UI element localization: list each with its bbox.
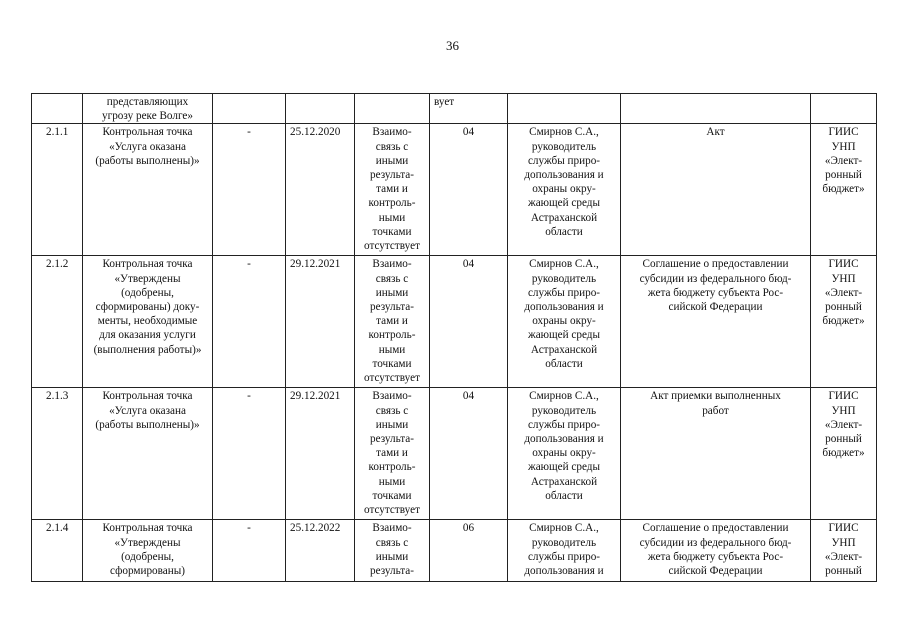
cell-name: Контрольная точка «Утверждены (одобрены, сформированы) доку- менты, необходимые для оказания услуги (выполнения работы)»	[83, 256, 213, 388]
cell-relation: Взаимо- связь с иными результа- тами и контроль- ными точками отсутствует	[355, 256, 430, 388]
cell-system: ГИИС УНП «Элект- ронный бюджет»	[811, 388, 877, 520]
cell-dash: -	[213, 124, 286, 256]
cell-document: Акт	[621, 124, 811, 256]
cell-document: Акт приемки выполненных работ	[621, 388, 811, 520]
cell-dash: -	[213, 520, 286, 582]
cell-num: 2.1.4	[32, 520, 83, 582]
cell-dash: -	[213, 388, 286, 520]
cell-document: Соглашение о предоставлении субсидии из федерального бюд- жета бюджету субъекта Рос- сийской Федерации	[621, 520, 811, 582]
cell-date	[286, 94, 355, 124]
cell-relation: Взаимо- связь с иными результа-	[355, 520, 430, 582]
page-number: 36	[446, 38, 459, 53]
cell-responsible	[508, 94, 621, 124]
cell-system: ГИИС УНП «Элект- ронный бюджет»	[811, 124, 877, 256]
cell-system: ГИИС УНП «Элект- ронный бюджет»	[811, 256, 877, 388]
cell-document: Соглашение о предоставлении субсидии из федерального бюд- жета бюджету субъекта Рос- сийской Федерации	[621, 256, 811, 388]
table-row	[32, 124, 877, 256]
cell-code: 04	[430, 388, 508, 520]
cell-dash	[213, 94, 286, 124]
cell-date: 25.12.2020	[286, 124, 355, 256]
continuation-row	[32, 94, 877, 124]
cell-code: 04	[430, 256, 508, 388]
cell-relation: Взаимо- связь с иными результа- тами и контроль- ными точками отсутствует	[355, 388, 430, 520]
cell-name: Контрольная точка «Услуга оказана (работы выполнены)»	[83, 124, 213, 256]
cell-code: 06	[430, 520, 508, 582]
cell-name: представляющих угрозу реке Волге»	[83, 94, 213, 124]
cell-code: вует	[430, 94, 508, 124]
cell-name: Контрольная точка «Услуга оказана (работы выполнены)»	[83, 388, 213, 520]
cell-num	[32, 94, 83, 124]
cell-num: 2.1.3	[32, 388, 83, 520]
cell-dash: -	[213, 256, 286, 388]
table-row	[32, 256, 877, 388]
control-points-table	[31, 93, 877, 582]
cell-num: 2.1.2	[32, 256, 83, 388]
cell-code: 04	[430, 124, 508, 256]
cell-system: ГИИС УНП «Элект- ронный	[811, 520, 877, 582]
table-row	[32, 520, 877, 582]
cell-date: 29.12.2021	[286, 256, 355, 388]
cell-document	[621, 94, 811, 124]
cell-num: 2.1.1	[32, 124, 83, 256]
cell-responsible: Смирнов С.А., руководитель службы приро- допользования и охраны окру- жающей среды Астраханской области	[508, 388, 621, 520]
cell-responsible: Смирнов С.А., руководитель службы приро- допользования и охраны окру- жающей среды Астраханской области	[508, 124, 621, 256]
cell-relation	[355, 94, 430, 124]
cell-relation: Взаимо- связь с иными результа- тами и контроль- ными точками отсутствует	[355, 124, 430, 256]
cell-responsible: Смирнов С.А., руководитель службы приро- допользования и	[508, 520, 621, 582]
cell-date: 25.12.2022	[286, 520, 355, 582]
table-row	[32, 388, 877, 520]
cell-date: 29.12.2021	[286, 388, 355, 520]
cell-system	[811, 94, 877, 124]
cell-name: Контрольная точка «Утверждены (одобрены, сформированы)	[83, 520, 213, 582]
cell-responsible: Смирнов С.А., руководитель службы приро- допользования и охраны окру- жающей среды Астраханской области	[508, 256, 621, 388]
